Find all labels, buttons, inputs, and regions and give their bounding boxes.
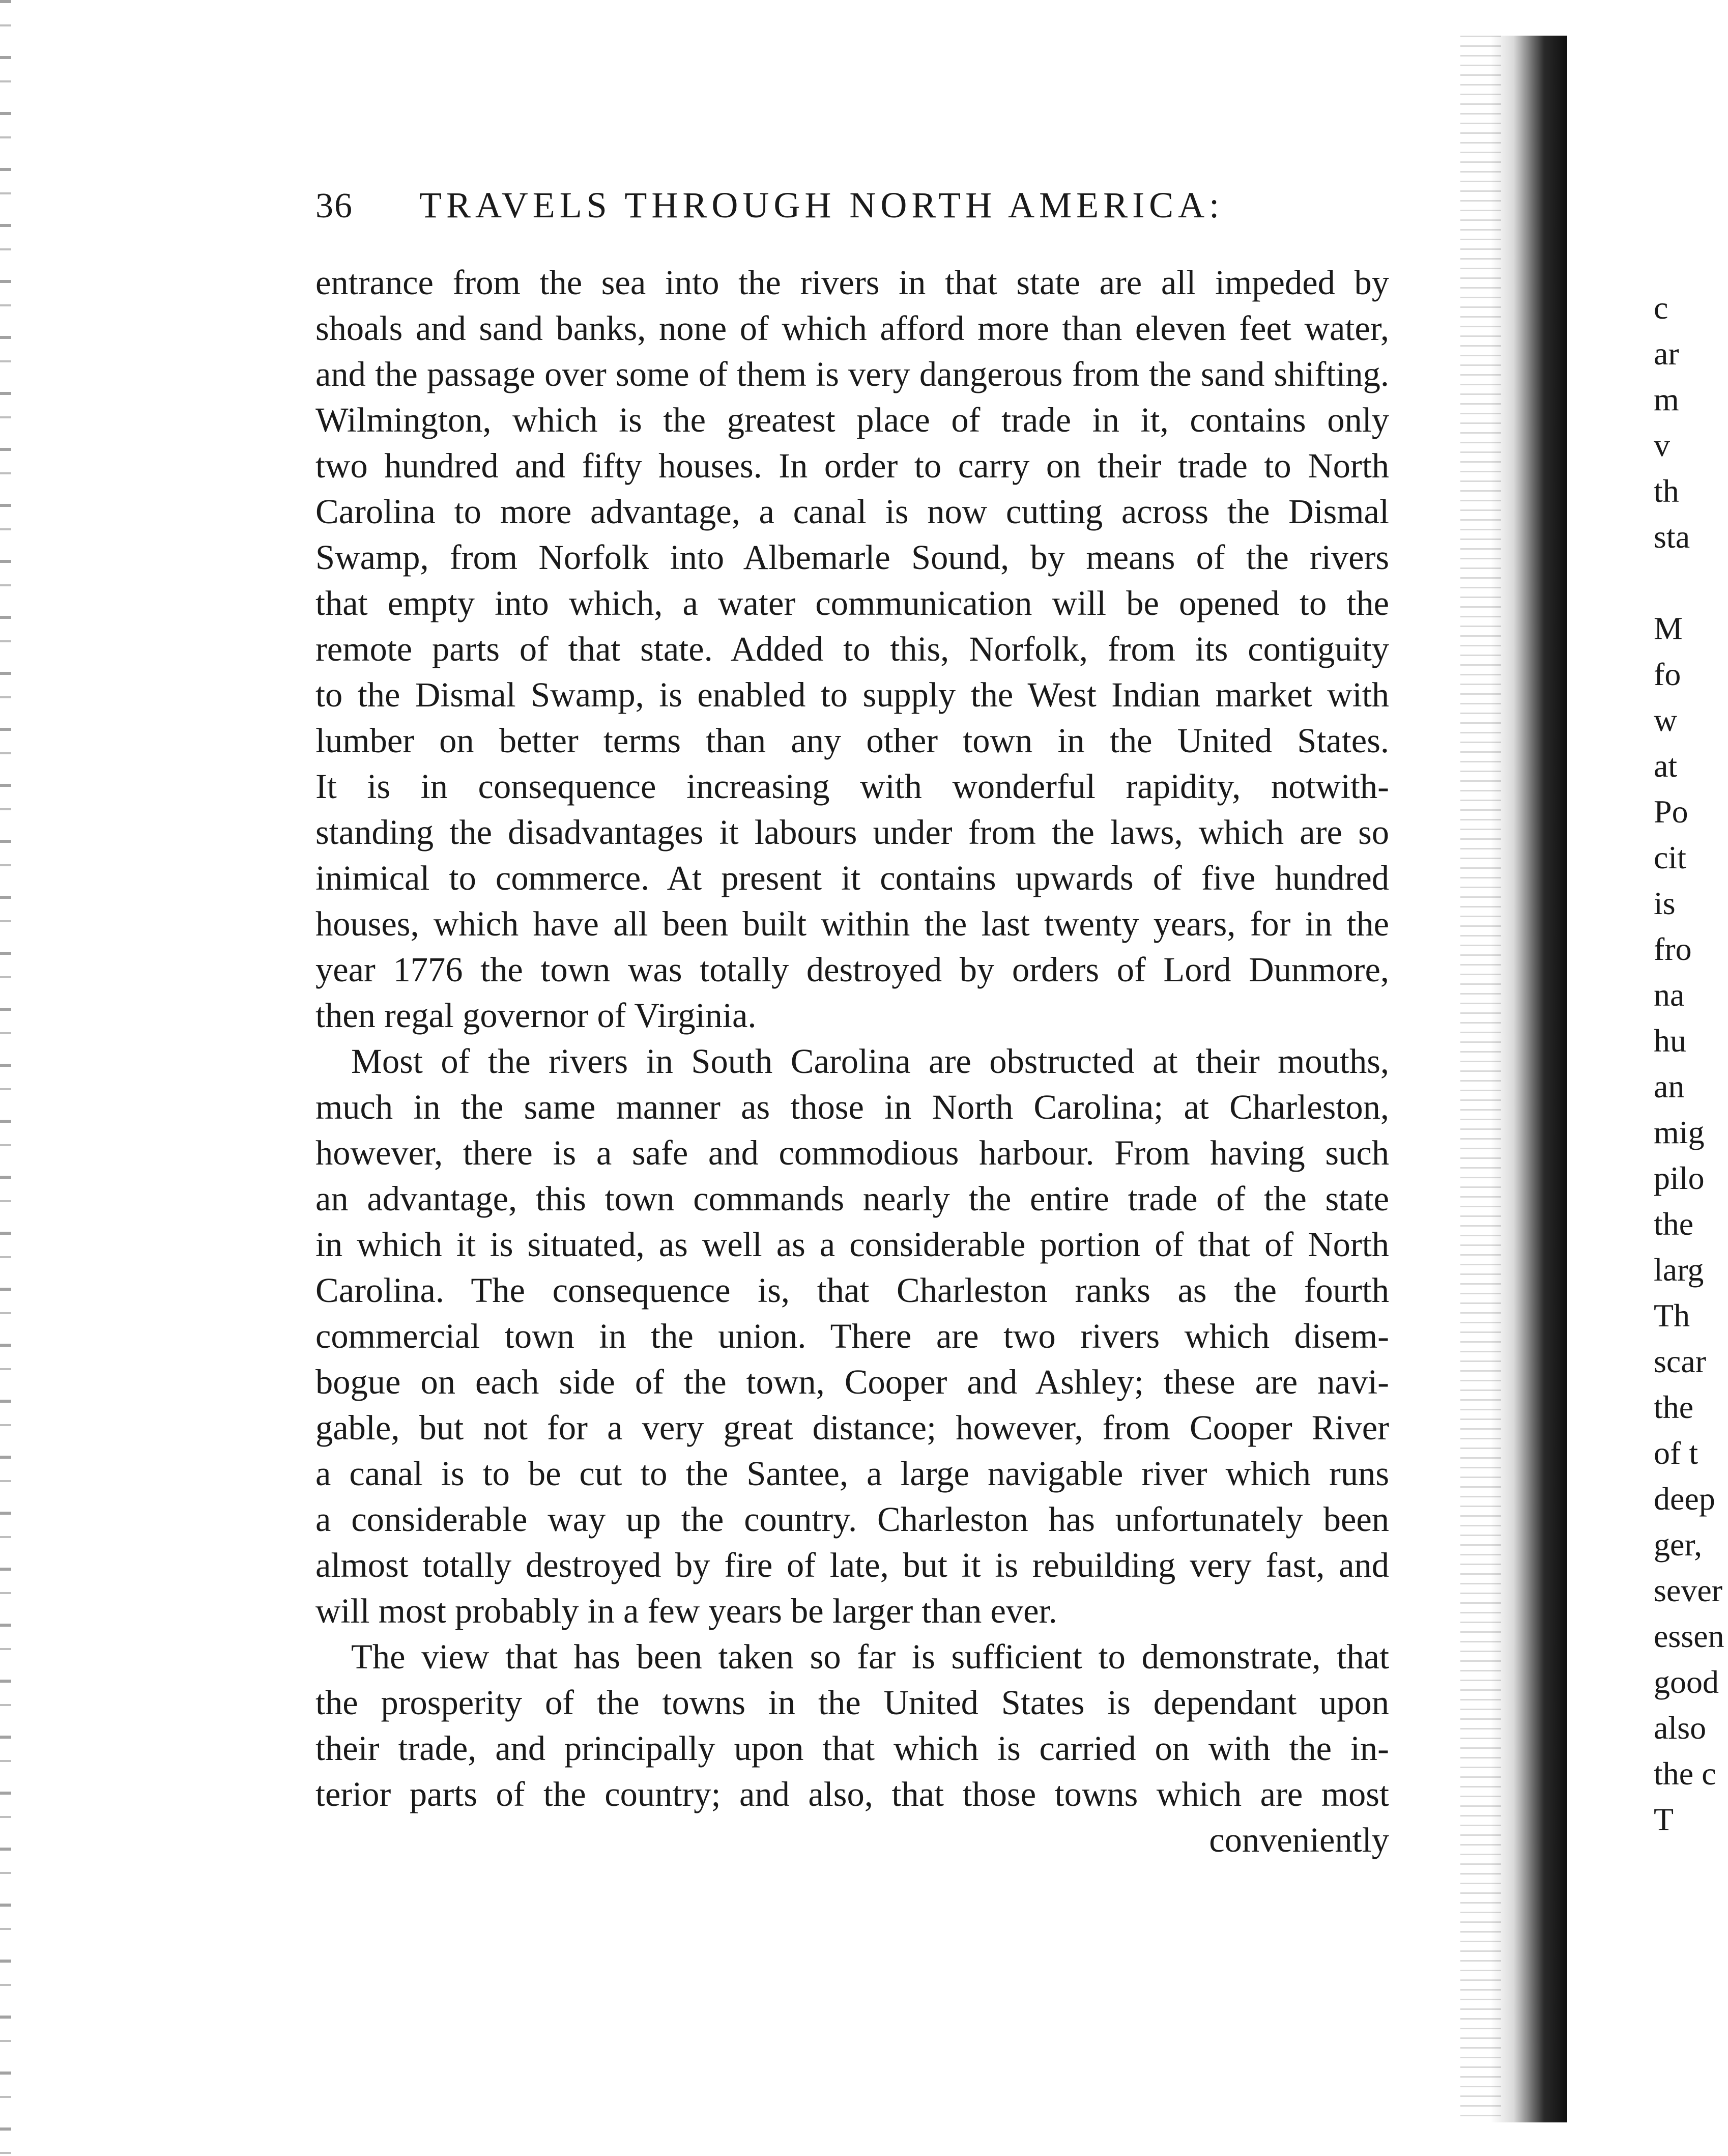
- text-line: much in the same manner as those in North Carolina; at Charleston,: [315, 1088, 1389, 1126]
- facing-text-fragment: scar: [1654, 1343, 1707, 1379]
- text-line: It is in consequence increasing with wonderful rapidity, notwith-: [315, 767, 1389, 806]
- facing-text-fragment: of t: [1654, 1435, 1698, 1471]
- text-line: shoals and sand banks, none of which afford more than eleven feet water,: [315, 309, 1389, 348]
- text-line: inimical to commerce. At present it contains upwards of five hundred: [315, 859, 1389, 897]
- facing-text-fragment: the: [1654, 1206, 1694, 1242]
- text-line: Carolina. The consequence is, that Charleston ranks as the fourth: [315, 1271, 1389, 1310]
- facing-text-fragment: M: [1654, 610, 1683, 646]
- facing-text-fragment: m: [1654, 381, 1679, 417]
- page-header: [315, 184, 1404, 240]
- facing-text-fragment: the: [1654, 1389, 1694, 1425]
- binding-shadow: [1491, 36, 1567, 2122]
- facing-text-fragment: the c: [1654, 1755, 1716, 1792]
- facing-text-fragment: pilo: [1654, 1160, 1705, 1196]
- text-line: Carolina to more advantage, a canal is now cutting across the Dismal: [315, 492, 1389, 531]
- facing-text-fragment: deep: [1654, 1481, 1715, 1517]
- text-line: year 1776 the town was totally destroyed by orders of Lord Dunmore,: [315, 950, 1389, 989]
- facing-text-fragment: Po: [1654, 793, 1688, 830]
- text-line: a considerable way up the country. Charleston has unfortunately been: [315, 1500, 1389, 1539]
- catchword: conveniently: [1209, 1821, 1389, 1859]
- facing-text-fragment: larg: [1654, 1252, 1704, 1288]
- facing-text-fragment: at: [1654, 748, 1678, 784]
- facing-text-fragment: w: [1654, 702, 1678, 738]
- facing-page-fragment: [1654, 285, 1728, 1842]
- text-line: lumber on better terms than any other town in the United States.: [315, 721, 1389, 760]
- facing-text-fragment: ar: [1654, 335, 1679, 372]
- text-line: and the passage over some of them is very dangerous from the sand shifting.: [315, 355, 1389, 393]
- facing-text-fragment: hu: [1654, 1023, 1686, 1059]
- facing-text-fragment: mig: [1654, 1114, 1705, 1150]
- text-line: entrance from the sea into the rivers in that state are all impeded by: [315, 263, 1389, 302]
- page-number: 36: [315, 186, 353, 225]
- text-line: a canal is to be cut to the Santee, a large navigable river which runs: [315, 1454, 1389, 1493]
- facing-text-fragment: essen: [1654, 1618, 1724, 1654]
- facing-text-fragment: cit: [1654, 839, 1686, 875]
- facing-text-fragment: is: [1654, 885, 1676, 921]
- facing-text-fragment: good: [1654, 1664, 1719, 1700]
- facing-text-fragment: na: [1654, 977, 1685, 1013]
- text-line: remote parts of that state. Added to this, Norfolk, from its contiguity: [315, 630, 1389, 668]
- text-line: commercial town in the union. There are two rivers which disem-: [315, 1317, 1389, 1355]
- text-line: will most probably in a few years be larger than ever.: [315, 1592, 1057, 1630]
- facing-text-fragment: c: [1654, 290, 1668, 326]
- text-line: that empty into which, a water communication will be opened to the: [315, 584, 1389, 622]
- text-line: standing the disadvantages it labours under from the laws, which are so: [315, 813, 1389, 852]
- text-line: an advantage, this town commands nearly the entire trade of the state: [315, 1179, 1389, 1218]
- text-line: Wilmington, which is the greatest place of trade in it, contains only: [315, 401, 1389, 439]
- body-text: [315, 260, 1389, 1863]
- text-line: in which it is situated, as well as a considerable portion of that of North: [315, 1225, 1389, 1264]
- facing-text-fragment: an: [1654, 1068, 1685, 1104]
- facing-text-fragment: sta: [1654, 519, 1690, 555]
- facing-text-fragment: ger,: [1654, 1526, 1703, 1563]
- facing-text-fragment: [1654, 560, 1728, 606]
- facing-text-fragment: Th: [1654, 1297, 1690, 1334]
- text-line: gable, but not for a very great distance; however, from Cooper River: [315, 1408, 1389, 1447]
- scan-edge: [0, 0, 11, 2156]
- text-line: terior parts of the country; and also, that those towns which are most: [315, 1775, 1389, 1813]
- running-title: TRAVELS THROUGH NORTH AMERICA:: [419, 185, 1224, 225]
- facing-text-fragment: T: [1654, 1801, 1674, 1837]
- facing-text-fragment: th: [1654, 473, 1679, 509]
- text-line: bogue on each side of the town, Cooper and Ashley; these are navi-: [315, 1363, 1389, 1401]
- text-line: houses, which have all been built within the last twenty years, for in the: [315, 904, 1389, 943]
- facing-text-fragment: v: [1654, 427, 1670, 463]
- text-line: the prosperity of the towns in the United States is dependant upon: [315, 1683, 1389, 1722]
- text-line: however, there is a safe and commodious harbour. From having such: [315, 1133, 1389, 1172]
- text-line: Swamp, from Norfolk into Albemarle Sound, by means of the rivers: [315, 538, 1389, 577]
- facing-text-fragment: fo: [1654, 656, 1681, 692]
- text-line: then regal governor of Virginia.: [315, 996, 757, 1035]
- text-line: two hundred and fifty houses. In order to carry on their trade to North: [315, 446, 1389, 485]
- text-line: their trade, and principally upon that which is carried on with the in-: [315, 1729, 1389, 1768]
- text-line: The view that has been taken so far is sufficient to demonstrate, that: [351, 1637, 1389, 1676]
- text-line: to the Dismal Swamp, is enabled to supply the West Indian market with: [315, 675, 1389, 714]
- facing-text-fragment: also: [1654, 1710, 1707, 1746]
- facing-text-fragment: sever: [1654, 1572, 1723, 1608]
- facing-text-fragment: fro: [1654, 931, 1692, 967]
- text-line: Most of the rivers in South Carolina are obstructed at their mouths,: [351, 1042, 1389, 1081]
- text-line: almost totally destroyed by fire of late, but it is rebuilding very fast, and: [315, 1546, 1389, 1584]
